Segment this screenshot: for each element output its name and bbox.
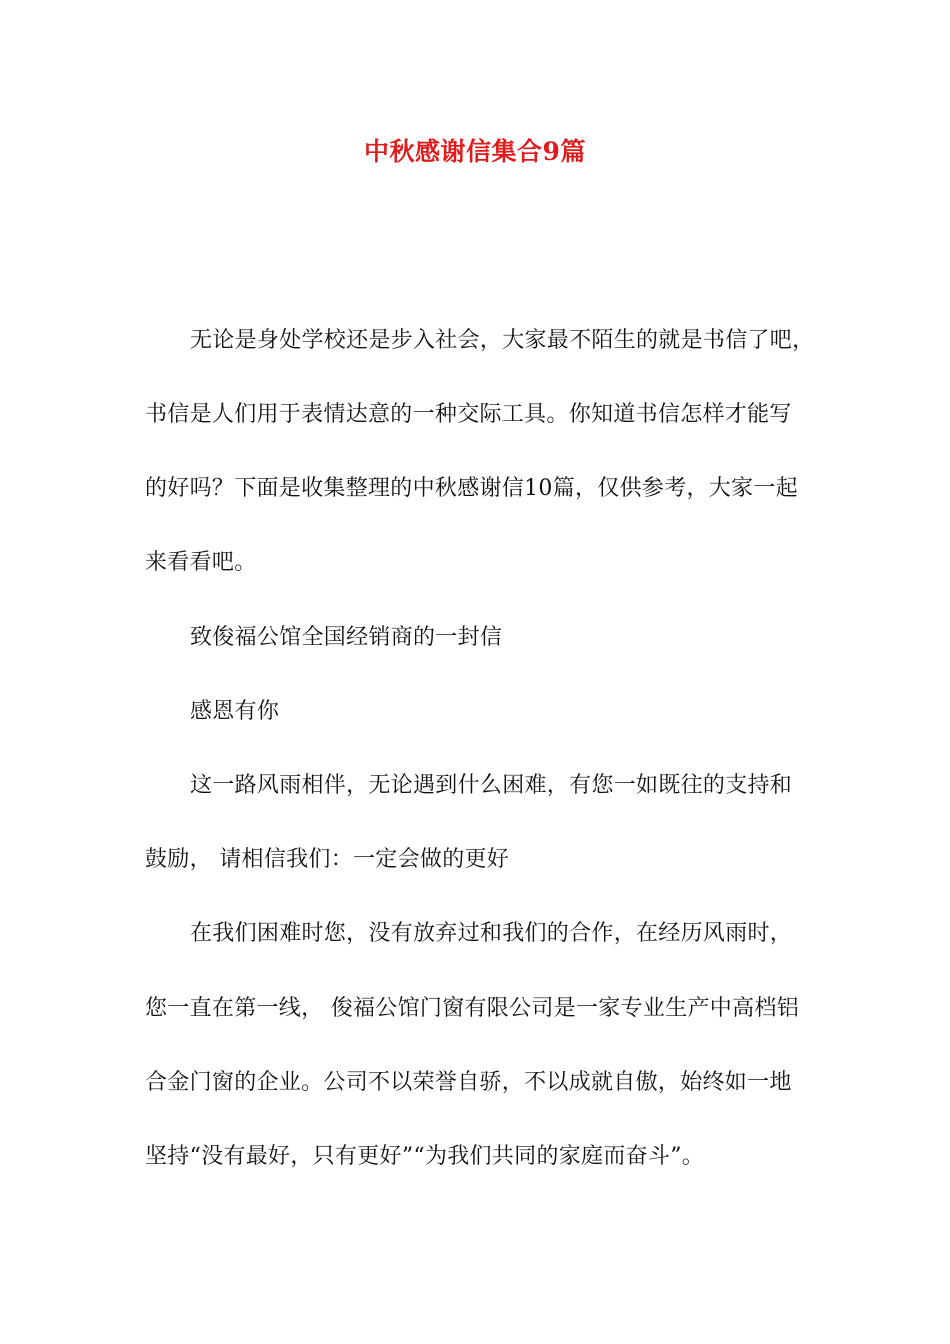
paragraph-3-line-4: 坚持“没有最好，只有更好”“为我们共同的家庭而奋斗”。 bbox=[145, 1144, 705, 1169]
paragraph-2-line-2: 鼓励， 请相信我们：一定会做的更好 bbox=[145, 847, 510, 872]
paragraph-2-line-1: 这一路风雨相伴，无论遇到什么困难，有您一如既往的支持和 bbox=[190, 773, 793, 798]
letter-subheading: 感恩有你 bbox=[190, 699, 280, 724]
paragraph-3-line-2: 您一直在第一线， 俊福公馆门窗有限公司是一家专业生产中高档铝 bbox=[145, 996, 799, 1021]
paragraph-3-line-3: 合金门窗的企业。公司不以荣誉自骄，不以成就自傲，始终如一地 bbox=[145, 1070, 792, 1095]
paragraph-1-line-4: 来看看吧。 bbox=[145, 550, 257, 575]
paragraph-1-line-1: 无论是身处学校还是步入社会，大家最不陌生的就是书信了吧， bbox=[190, 328, 815, 353]
paragraph-3-line-1: 在我们困难时您，没有放弃过和我们的合作，在经历风雨时， bbox=[190, 921, 793, 946]
paragraph-1-line-2: 书信是人们用于表情达意的一种交际工具。你知道书信怎样才能写 bbox=[145, 402, 792, 427]
document-title: 中秋感谢信集合9篇 bbox=[364, 137, 586, 166]
letter-heading: 致俊福公馆全国经销商的一封信 bbox=[190, 625, 503, 650]
paragraph-1-line-3: 的好吗？下面是收集整理的中秋感谢信10篇，仅供参考，大家一起 bbox=[145, 476, 798, 501]
